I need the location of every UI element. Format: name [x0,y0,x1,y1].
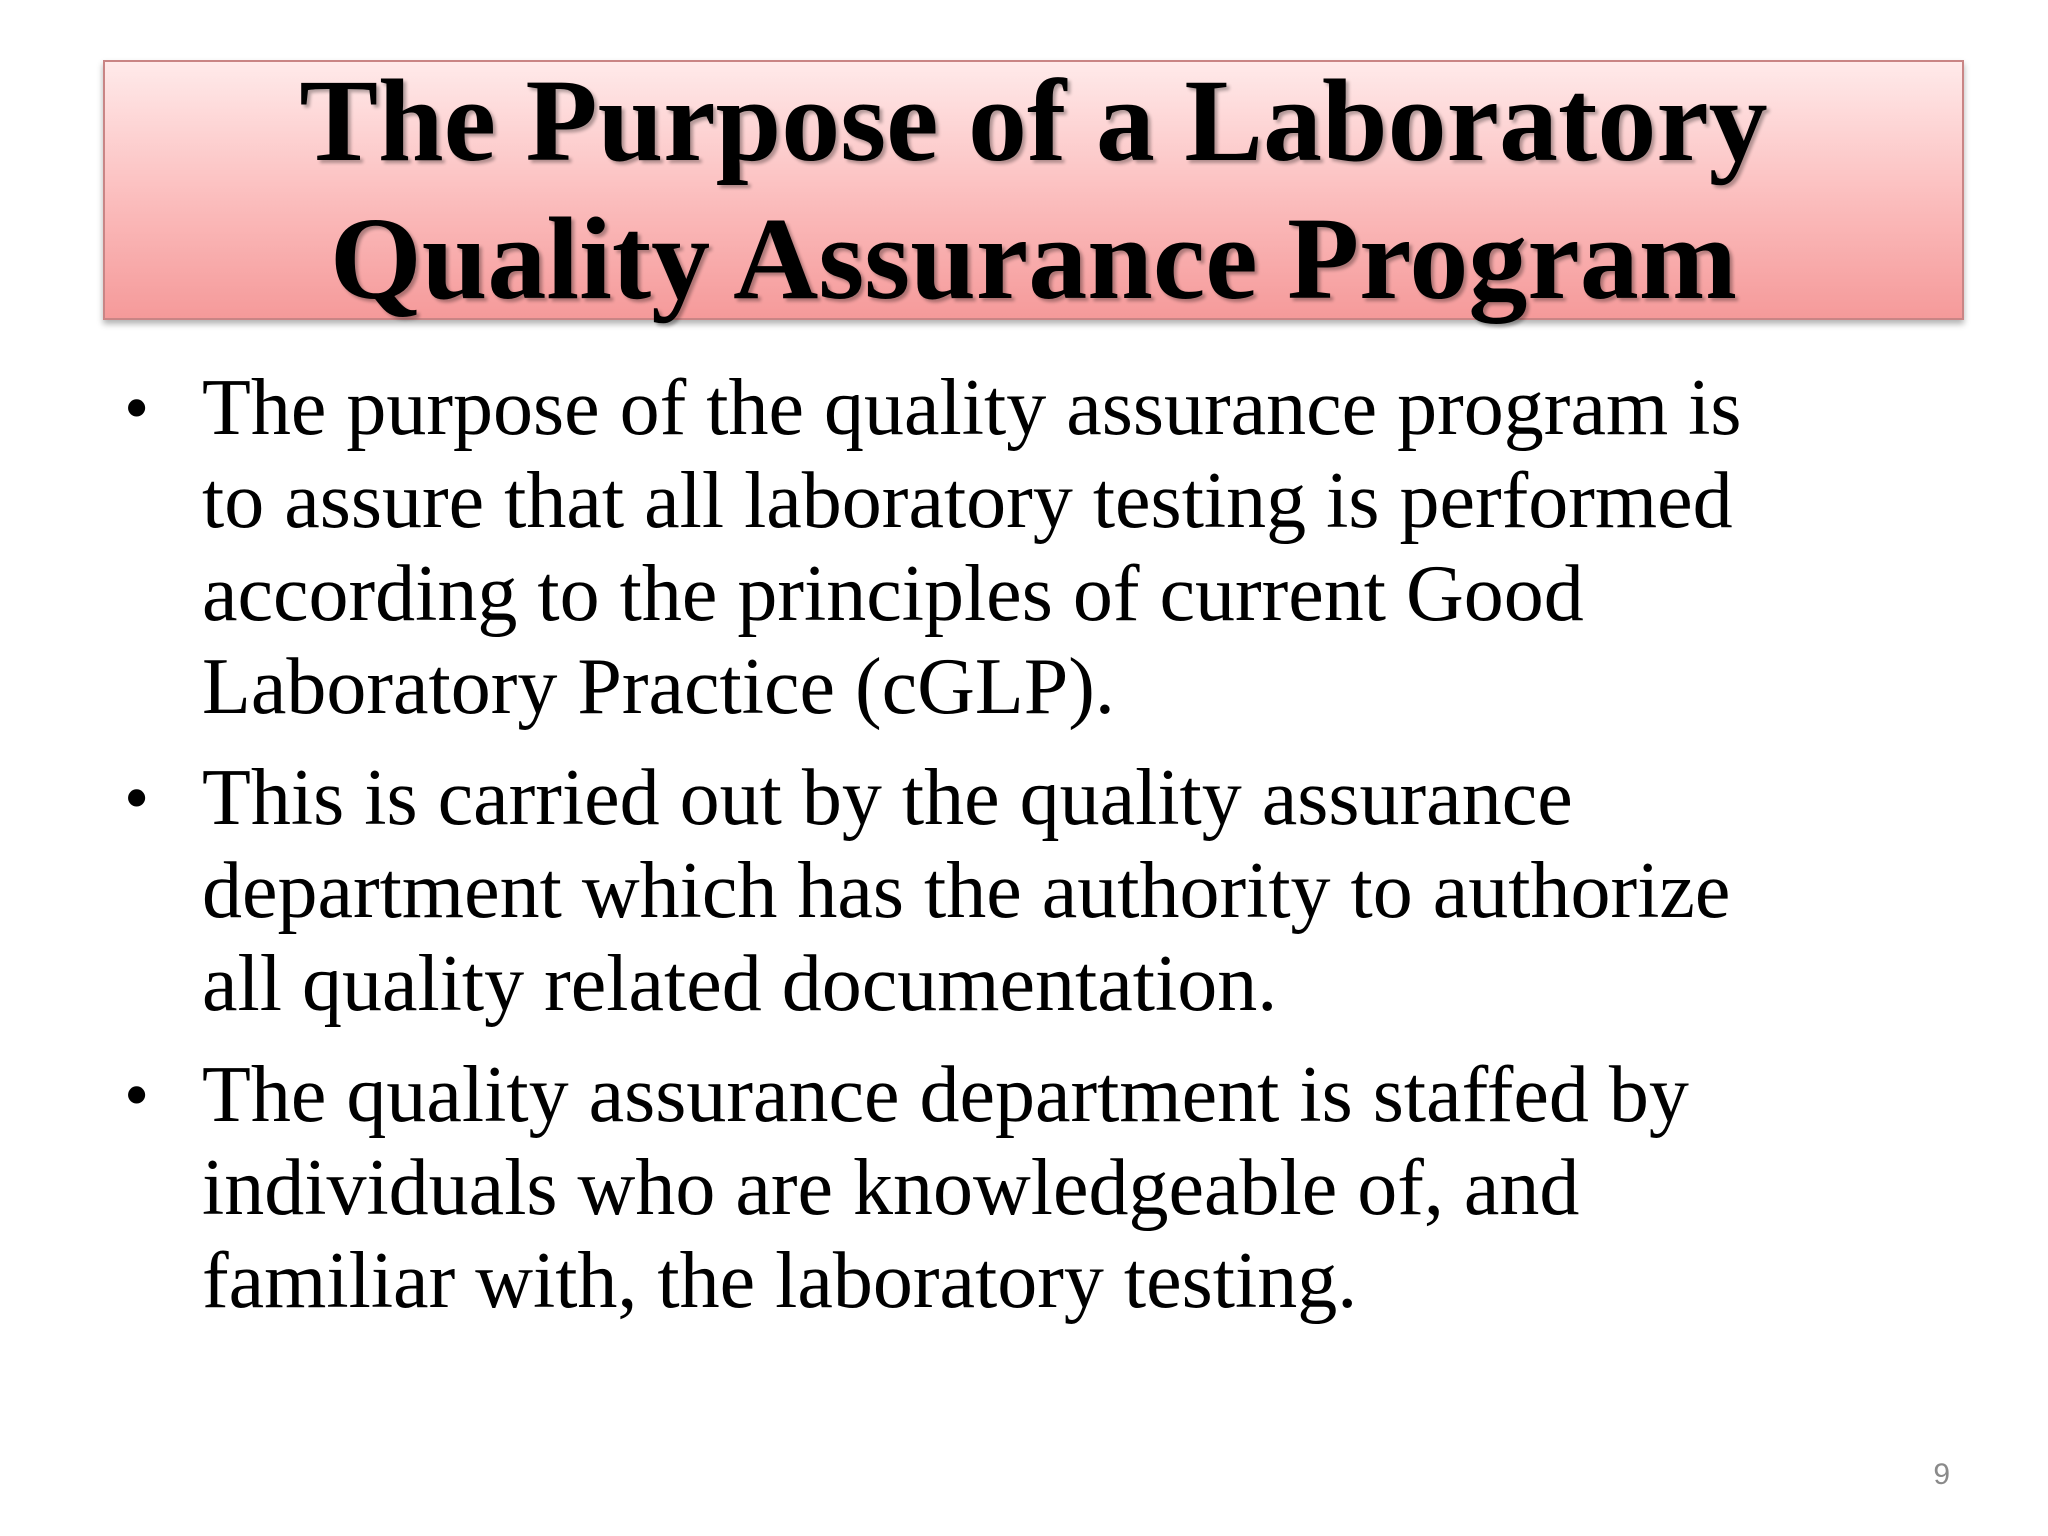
bullet-text [202,362,1918,734]
title-line: The Purpose of a Laboratory [299,55,1768,186]
slide-title [299,52,1767,328]
bullet-line: all quality related documentation. [202,940,1278,1028]
bullet-line: The quality assurance department is staffed by [202,1051,1689,1139]
bullet-line: This is carried out by the quality assurance [202,754,1573,842]
bullet-line: familiar with, the laboratory testing. [202,1237,1358,1325]
bullet-icon: • [124,368,150,448]
bullet-text [202,752,1918,1031]
bullet-line: according to the principles of current Good [202,550,1584,638]
bullet-item [118,1049,1918,1328]
bullet-line: The purpose of the quality assurance program is [202,364,1742,452]
bullet-item [118,362,1918,734]
bullet-line: department which has the authority to authorize [202,847,1731,935]
bullet-item [118,752,1918,1031]
title-line: Quality Assurance Program [329,193,1738,324]
bullet-list [118,362,1918,1346]
page-number: 9 [1933,1458,1950,1491]
bullet-icon: • [124,1055,150,1135]
title-box [103,55,1964,324]
bullet-line: individuals who are knowledgeable of, and [202,1144,1580,1232]
bullet-icon: • [124,758,150,838]
bullet-line: Laboratory Practice (cGLP). [202,643,1115,731]
bullet-text [202,1049,1918,1328]
bullet-line: to assure that all laboratory testing is performed [202,457,1733,545]
